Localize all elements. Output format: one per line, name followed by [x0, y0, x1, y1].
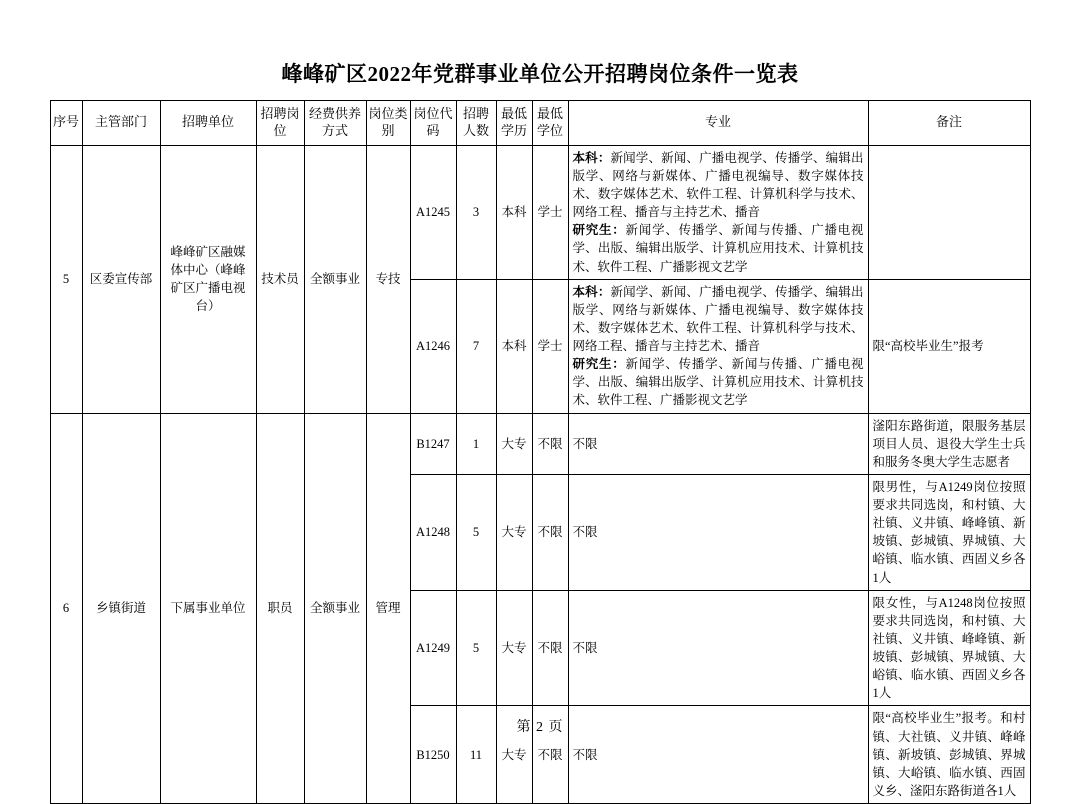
- cell-degree: 不限: [532, 474, 568, 590]
- cell-education: 大专: [496, 474, 532, 590]
- cell-funding: 全额事业: [304, 413, 366, 804]
- cell-category: 专技: [366, 145, 410, 413]
- header-code: 岗位代码: [410, 101, 456, 146]
- major-text-bachelor: 新闻学、新闻、广播电视学、传播学、编辑出版学、网络与新媒体、广播电视编导、数字媒体技术、数字媒体艺术、软件工程、计算机科学与技术、网络工程、播音与主持艺术、播音: [572, 284, 864, 354]
- header-count: 招聘人数: [456, 101, 496, 146]
- major-text-graduate: 新闻学、传播学、新闻与传播、广播电视学、出版、编辑出版学、计算机应用技术、计算机技术、软件工程、广播影视文艺学: [572, 223, 864, 274]
- page-footer: 第 2 页: [516, 720, 564, 735]
- cell-education: 本科: [496, 279, 532, 413]
- cell-index: 6: [50, 413, 82, 804]
- header-major: 专业: [568, 101, 868, 146]
- cell-code: A1246: [410, 279, 456, 413]
- cell-remark: 限“高校毕业生”报考: [868, 279, 1030, 413]
- cell-department: 乡镇街道: [82, 413, 160, 804]
- cell-education: 大专: [496, 413, 532, 474]
- cell-code: B1247: [410, 413, 456, 474]
- cell-code: B1250: [410, 706, 456, 804]
- cell-education: 大专: [496, 706, 532, 804]
- cell-education: 大专: [496, 590, 532, 706]
- cell-count: 7: [456, 279, 496, 413]
- cell-count: 5: [456, 474, 496, 590]
- major-label-graduate: 研究生：: [572, 223, 626, 238]
- header-education: 最低学历: [496, 101, 532, 146]
- cell-degree: 不限: [532, 413, 568, 474]
- major-text-graduate: 新闻学、传播学、新闻与传播、广播电视学、出版、编辑出版学、计算机应用技术、计算机技术、软件工程、广播影视文艺学: [572, 357, 864, 408]
- table-header-row: [50, 101, 1030, 146]
- cell-education: 本科: [496, 145, 532, 279]
- cell-unit: 下属事业单位: [160, 413, 256, 804]
- cell-remark: [868, 145, 1030, 279]
- cell-count: 11: [456, 706, 496, 804]
- header-department: 主管部门: [82, 101, 160, 146]
- cell-major: [568, 279, 868, 413]
- cell-count: 5: [456, 590, 496, 706]
- cell-category: 管理: [366, 413, 410, 804]
- cell-major: 不限: [568, 590, 868, 706]
- cell-code: A1249: [410, 590, 456, 706]
- cell-count: 1: [456, 413, 496, 474]
- cell-major: 不限: [568, 474, 868, 590]
- cell-count: 3: [456, 145, 496, 279]
- major-label-bachelor: 本科：: [572, 284, 611, 299]
- header-post: 招聘岗位: [256, 101, 304, 146]
- cell-degree: 学士: [532, 279, 568, 413]
- cell-degree: 不限: [532, 706, 568, 804]
- cell-post: 职员: [256, 413, 304, 804]
- header-degree: 最低学位: [532, 101, 568, 146]
- cell-major: 不限: [568, 706, 868, 804]
- major-label-bachelor: 本科：: [572, 150, 611, 165]
- recruitment-table: [50, 100, 1031, 804]
- header-index: 序号: [50, 101, 82, 146]
- cell-remark: 限“高校毕业生”报考。和村镇、大社镇、义井镇、峰峰镇、新坡镇、彭城镇、界城镇、大峪镇、临水镇、西固义乡、滏阳东路街道各1人: [868, 706, 1030, 804]
- cell-remark: 限女性，与A1248岗位按照要求共同选岗，和村镇、大社镇、义井镇、峰峰镇、新坡镇、彭城镇、界城镇、大峪镇、临水镇、西固义乡各1人: [868, 590, 1030, 706]
- cell-code: A1248: [410, 474, 456, 590]
- cell-degree: 学士: [532, 145, 568, 279]
- major-label-graduate: 研究生：: [572, 357, 626, 372]
- cell-index: 5: [50, 145, 82, 413]
- cell-major: 不限: [568, 413, 868, 474]
- header-funding: 经费供养方式: [304, 101, 366, 146]
- header-remark: 备注: [868, 101, 1030, 146]
- cell-unit: 峰峰矿区融媒体中心（峰峰矿区广播电视台）: [160, 145, 256, 413]
- cell-remark: 滏阳东路街道，限服务基层项目人员、退役大学生士兵和服务冬奥大学生志愿者: [868, 413, 1030, 474]
- header-unit: 招聘单位: [160, 101, 256, 146]
- cell-funding: 全额事业: [304, 145, 366, 413]
- header-category: 岗位类别: [366, 101, 410, 146]
- table-row: [50, 145, 1030, 279]
- cell-remark: 限男性，与A1249岗位按照要求共同选岗，和村镇、大社镇、义井镇、峰峰镇、新坡镇、彭城镇、界城镇、大峪镇、临水镇、西固义乡各1人: [868, 474, 1030, 590]
- table-row: [50, 413, 1030, 474]
- cell-code: A1245: [410, 145, 456, 279]
- cell-department: 区委宣传部: [82, 145, 160, 413]
- cell-degree: 不限: [532, 590, 568, 706]
- major-text-bachelor: 新闻学、新闻、广播电视学、传播学、编辑出版学、网络与新媒体、广播电视编导、数字媒体技术、数字媒体艺术、软件工程、计算机科学与技术、网络工程、播音与主持艺术、播音: [572, 150, 864, 220]
- page-title: 峰峰矿区2022年党群事业单位公开招聘岗位条件一览表: [281, 62, 799, 86]
- cell-major: [568, 145, 868, 279]
- cell-post: 技术员: [256, 145, 304, 413]
